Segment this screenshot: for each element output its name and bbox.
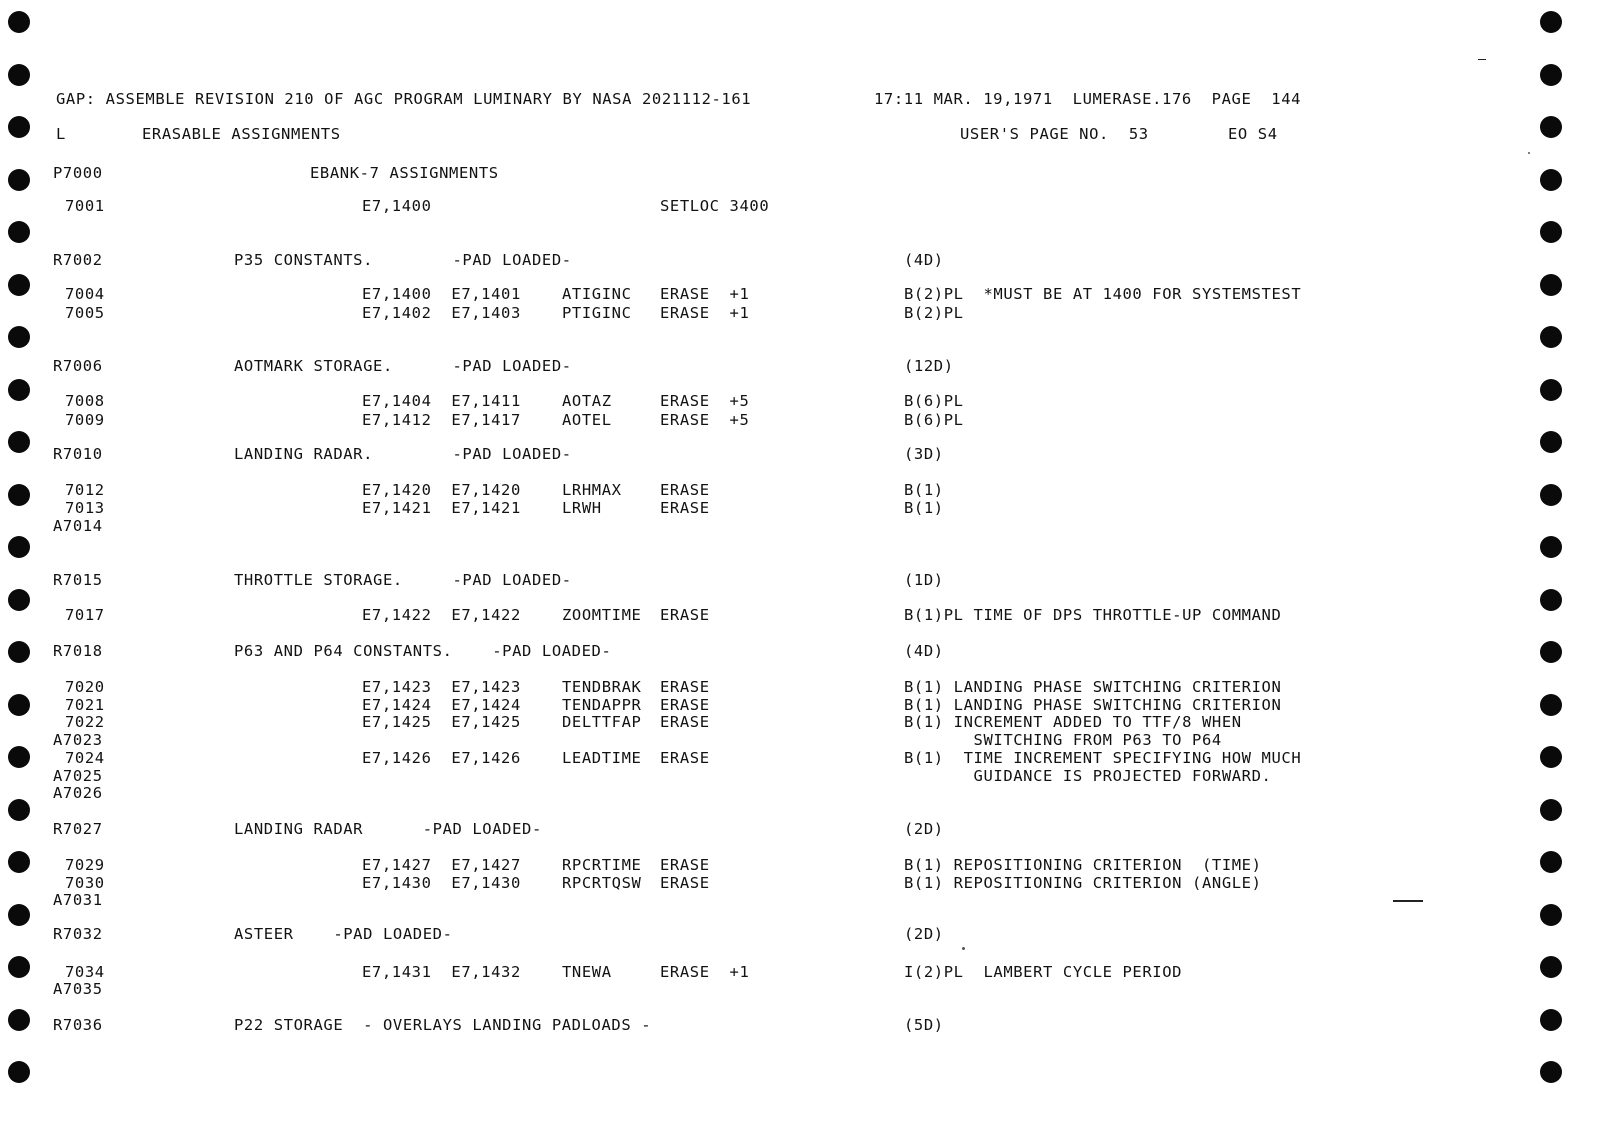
section-heading: THROTTLE STORAGE. -PAD LOADED- bbox=[234, 571, 572, 589]
line-seq: 7012 bbox=[65, 481, 105, 499]
line-comment: (2D) bbox=[904, 820, 944, 838]
ink-dot bbox=[1528, 152, 1530, 154]
feed-hole bbox=[1540, 589, 1562, 611]
line-address: E7,1431 E7,1432 bbox=[362, 963, 521, 981]
feed-hole bbox=[1540, 64, 1562, 86]
feed-hole bbox=[1540, 851, 1562, 873]
line-seq: 7009 bbox=[65, 411, 105, 429]
line-comment: B(1) bbox=[904, 481, 944, 499]
line-symbol: RPCRTQSW bbox=[562, 874, 642, 892]
ink-smudge bbox=[1393, 900, 1423, 902]
feed-hole bbox=[8, 326, 30, 348]
line-seq: 7021 bbox=[65, 696, 105, 714]
line-symbol: ATIGINC bbox=[562, 285, 632, 303]
line-address: E7,1404 E7,1411 bbox=[362, 392, 521, 410]
line-symbol: AOTEL bbox=[562, 411, 612, 429]
feed-hole bbox=[8, 1061, 30, 1083]
feed-hole bbox=[1540, 116, 1562, 138]
line-opcode: ERASE +1 bbox=[660, 285, 750, 303]
feed-hole bbox=[1540, 799, 1562, 821]
line-symbol: ZOOMTIME bbox=[562, 606, 642, 624]
line-comment: B(1) LANDING PHASE SWITCHING CRITERION bbox=[904, 696, 1282, 714]
feed-hole bbox=[8, 431, 30, 453]
line-comment: (4D) bbox=[904, 251, 944, 269]
feed-hole bbox=[8, 746, 30, 768]
line-address: E7,1421 E7,1421 bbox=[362, 499, 521, 517]
line-seq: P7000 bbox=[53, 164, 103, 182]
section-heading: LANDING RADAR. -PAD LOADED- bbox=[234, 445, 572, 463]
line-address: E7,1424 E7,1424 bbox=[362, 696, 521, 714]
feed-hole bbox=[8, 851, 30, 873]
section-heading: ASTEER -PAD LOADED- bbox=[234, 925, 453, 943]
line-opcode: ERASE bbox=[660, 606, 710, 624]
line-opcode: ERASE bbox=[660, 874, 710, 892]
feed-hole bbox=[8, 956, 30, 978]
line-symbol: PTIGINC bbox=[562, 304, 632, 322]
line-comment: B(1) INCREMENT ADDED TO TTF/8 WHEN bbox=[904, 713, 1242, 731]
line-seq: 7024 bbox=[65, 749, 105, 767]
line-comment: B(1)PL TIME OF DPS THROTTLE-UP COMMAND bbox=[904, 606, 1282, 624]
line-seq: R7032 bbox=[53, 925, 103, 943]
feed-hole bbox=[8, 694, 30, 716]
line-comment: B(6)PL bbox=[904, 411, 964, 429]
line-opcode: SETLOC 3400 bbox=[660, 197, 770, 215]
feed-hole bbox=[1540, 326, 1562, 348]
line-address: E7,1427 E7,1427 bbox=[362, 856, 521, 874]
feed-hole bbox=[8, 64, 30, 86]
line-seq: 7008 bbox=[65, 392, 105, 410]
line-address: E7,1400 bbox=[362, 197, 432, 215]
feed-hole bbox=[1540, 904, 1562, 926]
line-opcode: ERASE +1 bbox=[660, 304, 750, 322]
line-comment: (5D) bbox=[904, 1016, 944, 1034]
feed-hole bbox=[8, 274, 30, 296]
feed-hole bbox=[1540, 1009, 1562, 1031]
line-comment: (1D) bbox=[904, 571, 944, 589]
line-seq: 7020 bbox=[65, 678, 105, 696]
line-address: E7,1400 E7,1401 bbox=[362, 285, 521, 303]
feed-hole bbox=[8, 221, 30, 243]
line-comment: B(1) REPOSITIONING CRITERION (ANGLE) bbox=[904, 874, 1262, 892]
line-comment: B(2)PL *MUST BE AT 1400 FOR SYSTEMSTEST bbox=[904, 285, 1302, 303]
line-symbol: DELTTFAP bbox=[562, 713, 642, 731]
section-heading: P22 STORAGE - OVERLAYS LANDING PADLOADS - bbox=[234, 1016, 652, 1034]
section-title: ERASABLE ASSIGNMENTS bbox=[142, 125, 341, 143]
feed-hole bbox=[1540, 694, 1562, 716]
feed-hole bbox=[8, 116, 30, 138]
line-seq: 7017 bbox=[65, 606, 105, 624]
line-address: E7,1422 E7,1422 bbox=[362, 606, 521, 624]
line-comment: (12D) bbox=[904, 357, 954, 375]
feed-hole bbox=[8, 641, 30, 663]
line-comment: (4D) bbox=[904, 642, 944, 660]
line-seq: R7015 bbox=[53, 571, 103, 589]
line-comment: (2D) bbox=[904, 925, 944, 943]
feed-hole bbox=[1540, 169, 1562, 191]
line-comment: (3D) bbox=[904, 445, 944, 463]
line-comment: SWITCHING FROM P63 TO P64 bbox=[904, 731, 1222, 749]
section-heading: EBANK-7 ASSIGNMENTS bbox=[310, 164, 499, 182]
line-address: E7,1430 E7,1430 bbox=[362, 874, 521, 892]
line-seq: R7006 bbox=[53, 357, 103, 375]
line-symbol: AOTAZ bbox=[562, 392, 612, 410]
line-opcode: ERASE bbox=[660, 856, 710, 874]
feed-hole bbox=[8, 484, 30, 506]
line-opcode: ERASE bbox=[660, 499, 710, 517]
line-seq: 7029 bbox=[65, 856, 105, 874]
feed-hole bbox=[1540, 379, 1562, 401]
feed-hole bbox=[8, 169, 30, 191]
line-symbol: LRWH bbox=[562, 499, 602, 517]
feed-hole bbox=[1540, 11, 1562, 33]
line-seq: 7030 bbox=[65, 874, 105, 892]
feed-hole bbox=[1540, 484, 1562, 506]
header-timestamp: 17:11 MAR. 19,1971 LUMERASE.176 PAGE 144 bbox=[874, 90, 1302, 108]
line-opcode: ERASE +5 bbox=[660, 392, 750, 410]
line-seq: A7014 bbox=[53, 517, 103, 535]
section-heading: LANDING RADAR -PAD LOADED- bbox=[234, 820, 542, 838]
line-address: E7,1426 E7,1426 bbox=[362, 749, 521, 767]
header-title: GAP: ASSEMBLE REVISION 210 OF AGC PROGRAM LUMINARY BY NASA 2021112-161 bbox=[56, 90, 752, 108]
feed-hole bbox=[1540, 746, 1562, 768]
line-opcode: ERASE bbox=[660, 678, 710, 696]
feed-hole bbox=[8, 379, 30, 401]
line-comment: B(1) TIME INCREMENT SPECIFYING HOW MUCH bbox=[904, 749, 1302, 767]
line-address: E7,1412 E7,1417 bbox=[362, 411, 521, 429]
line-seq: R7036 bbox=[53, 1016, 103, 1034]
line-symbol: TENDAPPR bbox=[562, 696, 642, 714]
line-symbol: LRHMAX bbox=[562, 481, 622, 499]
section-heading: AOTMARK STORAGE. -PAD LOADED- bbox=[234, 357, 572, 375]
line-address: E7,1425 E7,1425 bbox=[362, 713, 521, 731]
line-symbol: TNEWA bbox=[562, 963, 612, 981]
line-seq: A7023 bbox=[53, 731, 103, 749]
line-opcode: ERASE bbox=[660, 749, 710, 767]
line-seq: A7031 bbox=[53, 891, 103, 909]
eo-label: EO S4 bbox=[1228, 125, 1278, 143]
line-symbol: RPCRTIME bbox=[562, 856, 642, 874]
line-address: E7,1423 E7,1423 bbox=[362, 678, 521, 696]
line-seq: 7013 bbox=[65, 499, 105, 517]
line-seq: R7002 bbox=[53, 251, 103, 269]
line-seq: 7005 bbox=[65, 304, 105, 322]
line-comment: B(2)PL bbox=[904, 304, 964, 322]
line-seq: 7034 bbox=[65, 963, 105, 981]
line-seq: R7027 bbox=[53, 820, 103, 838]
line-seq: A7025 bbox=[53, 767, 103, 785]
line-symbol: TENDBRAK bbox=[562, 678, 642, 696]
line-comment: GUIDANCE IS PROJECTED FORWARD. bbox=[904, 767, 1272, 785]
line-seq: 7001 bbox=[65, 197, 105, 215]
section-letter: L bbox=[56, 125, 66, 143]
ink-fleck bbox=[1478, 59, 1486, 60]
feed-hole bbox=[8, 11, 30, 33]
line-symbol: LEADTIME bbox=[562, 749, 642, 767]
line-address: E7,1402 E7,1403 bbox=[362, 304, 521, 322]
line-comment: I(2)PL LAMBERT CYCLE PERIOD bbox=[904, 963, 1183, 981]
feed-hole bbox=[8, 1009, 30, 1031]
feed-hole bbox=[1540, 431, 1562, 453]
line-comment: B(1) REPOSITIONING CRITERION (TIME) bbox=[904, 856, 1262, 874]
feed-hole bbox=[1540, 641, 1562, 663]
feed-hole bbox=[8, 589, 30, 611]
feed-hole bbox=[1540, 274, 1562, 296]
feed-hole bbox=[1540, 221, 1562, 243]
feed-hole bbox=[1540, 1061, 1562, 1083]
line-comment: B(1) LANDING PHASE SWITCHING CRITERION bbox=[904, 678, 1282, 696]
section-heading: P63 AND P64 CONSTANTS. -PAD LOADED- bbox=[234, 642, 612, 660]
line-opcode: ERASE bbox=[660, 713, 710, 731]
line-opcode: ERASE +1 bbox=[660, 963, 750, 981]
feed-hole bbox=[8, 536, 30, 558]
line-seq: R7010 bbox=[53, 445, 103, 463]
line-opcode: ERASE +5 bbox=[660, 411, 750, 429]
line-seq: 7022 bbox=[65, 713, 105, 731]
line-address: E7,1420 E7,1420 bbox=[362, 481, 521, 499]
line-seq: 7004 bbox=[65, 285, 105, 303]
line-opcode: ERASE bbox=[660, 481, 710, 499]
line-comment: B(1) bbox=[904, 499, 944, 517]
line-seq: A7035 bbox=[53, 980, 103, 998]
ink-dot bbox=[962, 947, 965, 950]
line-opcode: ERASE bbox=[660, 696, 710, 714]
feed-hole bbox=[8, 799, 30, 821]
line-seq: R7018 bbox=[53, 642, 103, 660]
section-heading: P35 CONSTANTS. -PAD LOADED- bbox=[234, 251, 572, 269]
line-seq: A7026 bbox=[53, 784, 103, 802]
users-page-number: USER'S PAGE NO. 53 bbox=[960, 125, 1149, 143]
feed-hole bbox=[1540, 536, 1562, 558]
feed-hole bbox=[1540, 956, 1562, 978]
feed-hole bbox=[8, 904, 30, 926]
line-comment: B(6)PL bbox=[904, 392, 964, 410]
